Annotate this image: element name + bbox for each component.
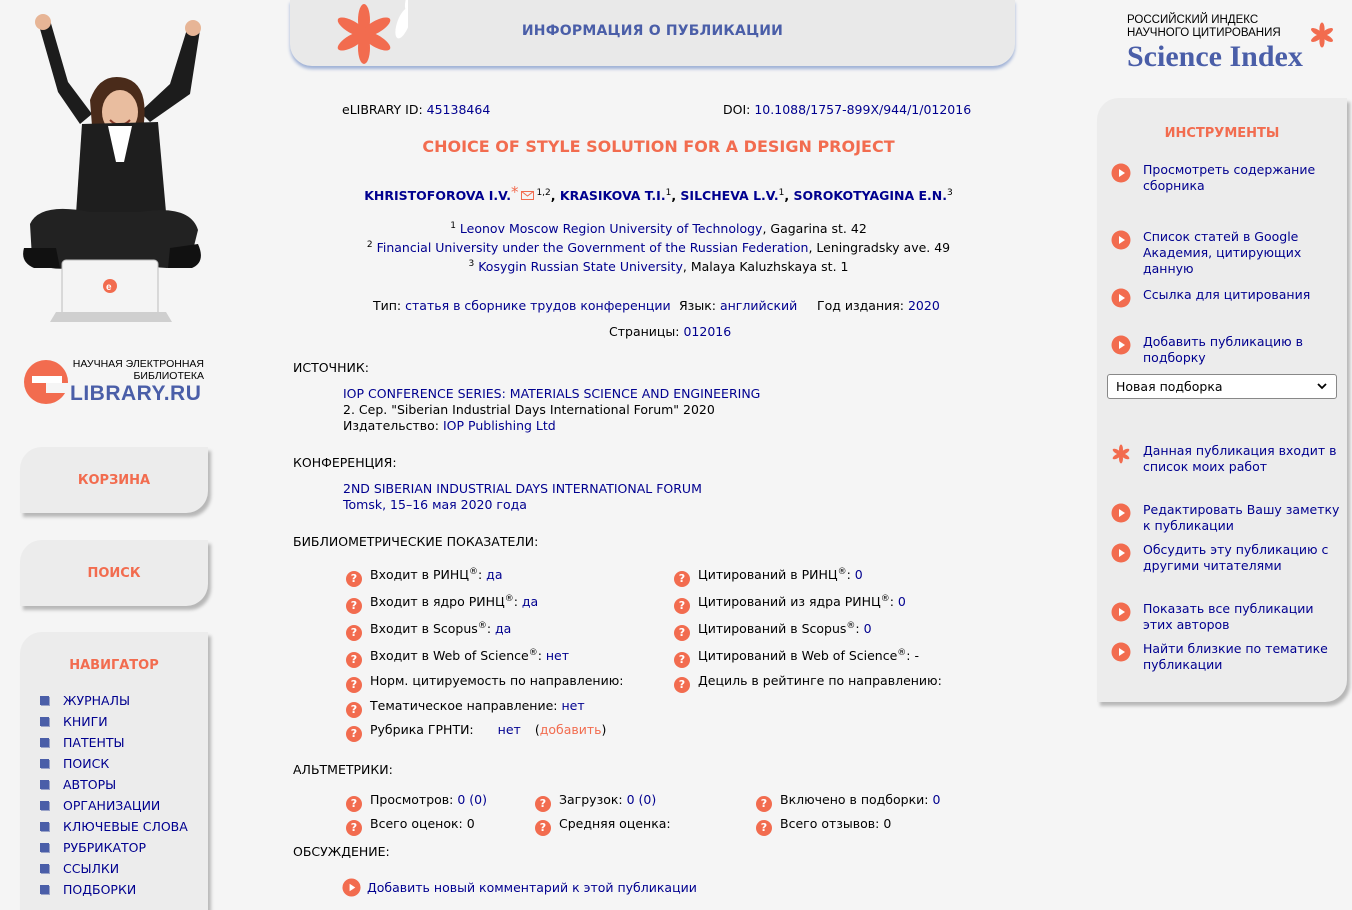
help-icon[interactable]: ? (535, 820, 551, 836)
elibrary-logo[interactable] (22, 352, 212, 412)
tool-label: Показать все публикации этих авторов (1143, 601, 1314, 632)
bullet-icon (40, 822, 49, 831)
metric-label: Входит в ядро РИНЦ (370, 594, 505, 610)
nav-item-rubricator[interactable] (40, 840, 146, 855)
play-icon (1111, 163, 1131, 183)
metric-wos-in: ? Входит в Web of Science®: нет (346, 648, 569, 668)
tool-my-works[interactable] (1111, 443, 1341, 475)
metric-label: Всего отзывов: (780, 816, 880, 831)
registered-mark: ® (528, 648, 538, 658)
alt-downloads (535, 792, 656, 812)
tool-label: Найти близкие по тематике публикации (1143, 641, 1328, 672)
tools-panel (1097, 98, 1347, 702)
play-icon (1111, 503, 1131, 523)
nav-item-books[interactable] (40, 714, 108, 729)
affiliation-address: , Gagarina st. 42 (762, 221, 867, 237)
navigator-panel (20, 632, 208, 910)
nav-item-label: АВТОРЫ (63, 777, 117, 792)
help-icon[interactable]: ? (346, 726, 362, 742)
metric-label: Входит в РИНЦ (370, 567, 469, 583)
affiliation-num: 3 (468, 259, 475, 269)
play-icon (1111, 288, 1131, 308)
author-link[interactable]: SOROKOTYAGINA E.N. (793, 188, 948, 203)
author-affil-sup: 3 (947, 187, 953, 198)
play-icon (1111, 543, 1131, 563)
tool-author-publications[interactable] (1111, 601, 1341, 633)
discussion-heading: ОБСУЖДЕНИЕ: (293, 844, 390, 859)
metric-cit-core: ? Цитирований из ядра РИНЦ®: 0 (674, 594, 906, 614)
metric-value[interactable]: 0 (0) (457, 792, 487, 807)
tool-cite-link[interactable] (1111, 287, 1341, 308)
bibliometrics-heading: БИБЛИОМЕТРИЧЕСКИЕ ПОКАЗАТЕЛИ: (293, 534, 539, 549)
nav-item-label: ЖУРНАЛЫ (63, 693, 130, 708)
nav-item-keywords[interactable] (40, 819, 188, 834)
page-title: ИНФОРМАЦИЯ О ПУБЛИКАЦИИ (521, 23, 784, 39)
help-icon[interactable]: ? (674, 652, 690, 668)
science-index-logo[interactable] (1127, 14, 1337, 79)
metric-cit-scopus: ? Цитирований в Scopus®: 0 (674, 621, 872, 641)
affiliation-address: , Leningradsky ave. 49 (808, 240, 951, 256)
bullet-icon (40, 696, 49, 705)
publication-title: CHOICE OF STYLE SOLUTION FOR A DESIGN PROJECT (422, 137, 895, 156)
metric-label: Рубрика ГРНТИ: (370, 722, 474, 737)
registered-mark: ® (897, 648, 907, 658)
alt-avg (535, 816, 671, 836)
add-comment[interactable] (342, 878, 697, 897)
elibrary-id (342, 102, 490, 117)
cart-button-label: КОРЗИНА (77, 472, 151, 488)
nav-item-patents[interactable] (40, 735, 125, 750)
bullet-icon (40, 717, 49, 726)
doi-link[interactable]: 10.1088/1757-899X/944/1/012016 (754, 102, 972, 117)
metric-label: Цитирований в Web of Science (698, 648, 898, 664)
publication-year (817, 298, 940, 313)
chevron-down-icon (1316, 380, 1328, 392)
tool-label: Ссылка для цитирования (1143, 287, 1311, 302)
affiliation-1 (290, 221, 1027, 236)
play-icon (342, 878, 361, 897)
metric-value[interactable]: нет (497, 722, 521, 737)
nav-item-label: ПОДБОРКИ (63, 882, 137, 897)
elibrary-logo-line1: НАУЧНАЯ ЭЛЕКТРОННАЯ (72, 358, 204, 370)
author-link[interactable]: SILCHEVA L.V. (680, 188, 779, 203)
nav-item-label: РУБРИКАТОР (63, 840, 147, 855)
metric-value[interactable]: 0 (0) (626, 792, 657, 807)
add-grnti-link[interactable]: добавить (539, 722, 602, 737)
metric-value[interactable]: нет (561, 698, 585, 713)
metric-cit-rinc: ? Цитирований в РИНЦ®: 0 (674, 567, 863, 587)
collection-select-value: Новая подборка (1116, 379, 1223, 394)
metric-scopus-in: ? Входит в Scopus®: да (346, 621, 511, 641)
help-icon[interactable]: ? (346, 598, 362, 614)
mail-icon[interactable] (521, 191, 534, 200)
metric-value[interactable]: 0 (932, 792, 941, 807)
science-index-name: Science Index (1127, 40, 1303, 73)
publisher-label: Издательство: (343, 418, 440, 433)
affiliation-3 (290, 259, 1027, 274)
pages-label: Страницы: (609, 324, 680, 339)
asterisk-icon (1307, 20, 1337, 50)
play-icon (1111, 335, 1131, 355)
pages-value: 012016 (683, 324, 732, 339)
cart-button[interactable] (20, 447, 208, 513)
elibrary-id-label: eLIBRARY ID: (342, 102, 423, 117)
tool-label: Обсудить эту публикацию с другими читателями (1143, 542, 1329, 573)
nav-item-label: КНИГИ (63, 714, 108, 729)
elibrary-logo-brand: LIBRARY.RU (70, 382, 202, 405)
asterisk-icon: * (510, 183, 519, 201)
search-button[interactable] (20, 540, 208, 606)
nav-item-label: ОРГАНИЗАЦИИ (63, 798, 161, 813)
author-affil-sup: 1,2 (536, 187, 551, 198)
tool-google-scholar[interactable] (1111, 229, 1341, 277)
publication-type (373, 298, 671, 313)
affiliation-num: 2 (366, 240, 373, 250)
help-icon[interactable]: ? (674, 571, 690, 587)
metric-label: Включено в подборки: (780, 792, 929, 807)
affiliation-org-link[interactable]: Leonov Moscow Region University of Technology (459, 221, 763, 237)
registered-mark: ® (504, 594, 514, 604)
alt-ratings (346, 816, 475, 836)
registered-mark: ® (468, 567, 478, 577)
bullet-icon (40, 864, 49, 873)
tool-label: Список статей в Google Академия, цитирующих данную (1143, 229, 1302, 276)
metric-value: - (914, 648, 919, 664)
metric-value: 0 (466, 816, 475, 831)
source-series (343, 386, 760, 401)
metric-grnti: ? Рубрика ГРНТИ: нет (добавить) (346, 722, 606, 742)
metric-thematic (346, 698, 585, 718)
bullet-icon (40, 843, 49, 852)
tool-label: Редактировать Вашу заметку к публикации (1143, 502, 1340, 533)
nav-item-label: КЛЮЧЕВЫЕ СЛОВА (63, 819, 188, 834)
help-icon[interactable]: ? (346, 625, 362, 641)
nav-item-collections[interactable] (40, 882, 136, 897)
author-link[interactable]: KHRISTOFOROVA I.V. (364, 188, 511, 203)
type-label: Тип: (373, 298, 402, 313)
affiliation-org-link[interactable]: Financial University under the Government of the Russian Federation (376, 240, 809, 256)
registered-mark: ® (837, 567, 847, 577)
help-icon[interactable]: ? (346, 796, 362, 812)
help-icon[interactable]: ? (674, 625, 690, 641)
metric-label: Тематическое направление: (370, 698, 558, 713)
publication-pages (609, 324, 731, 339)
elibrary-id-value[interactable]: 45138464 (426, 102, 491, 117)
publication-language (679, 298, 797, 313)
registered-mark: ® (846, 621, 856, 631)
science-index-line1: РОССИЙСКИЙ ИНДЕКС (1127, 14, 1259, 26)
tool-similar[interactable] (1111, 641, 1341, 673)
nav-item-journals[interactable] (40, 693, 130, 708)
alt-reviews (756, 816, 891, 836)
metric-value[interactable]: да (486, 567, 503, 583)
tool-label: Данная публикация входит в список моих работ (1143, 443, 1337, 474)
bullet-icon (40, 801, 49, 810)
metric-label: Загрузок: (559, 792, 623, 807)
help-icon[interactable]: ? (346, 820, 362, 836)
source-heading: ИСТОЧНИК: (293, 360, 369, 375)
bullet-icon (40, 759, 49, 768)
nav-item-authors[interactable] (40, 777, 116, 792)
alt-collections (756, 792, 940, 812)
doi (723, 102, 971, 117)
conference-name-link[interactable]: 2ND SIBERIAN INDUSTRIAL DAYS INTERNATIONAL FORUM (343, 481, 702, 496)
source-publisher (343, 418, 556, 433)
navigator-title: НАВИГАТОР (69, 658, 159, 673)
bullet-icon (40, 885, 49, 894)
metric-label: Цитирований из ядра РИНЦ (698, 594, 881, 610)
metric-label: Средняя оценка: (559, 816, 671, 831)
registered-mark: ® (477, 621, 487, 631)
metric-label: Норм. цитируемость по направлению: (370, 673, 624, 688)
metric-rinc-in: ? Входит в РИНЦ®: да (346, 567, 502, 587)
metric-value[interactable]: 0 (854, 567, 863, 583)
conference-place[interactable]: Tomsk, 15–16 мая 2020 года (343, 497, 527, 512)
doi-label: DOI: (723, 102, 751, 117)
play-icon (1111, 602, 1131, 622)
help-icon[interactable]: ? (346, 571, 362, 587)
bullet-icon (40, 780, 49, 789)
elibrary-logo-line2: БИБЛИОТЕКА (133, 370, 204, 382)
nav-item-label: ССЫЛКИ (63, 861, 120, 876)
source-issue: 2. Сер. "Siberian Industrial Days International Forum" 2020 (343, 402, 715, 417)
metric-value: 0 (883, 816, 892, 831)
metric-label: Цитирований в РИНЦ (698, 567, 838, 583)
metric-label: Всего оценок: (370, 816, 463, 831)
metric-value[interactable]: нет (545, 648, 570, 664)
metric-core-in: ? Входит в ядро РИНЦ®: да (346, 594, 538, 614)
author-affil-sup: 1 (778, 187, 785, 198)
tool-label: Просмотреть содержание сборника (1143, 162, 1316, 193)
affiliation-num: 1 (450, 221, 456, 231)
page-header (290, 0, 1015, 66)
help-icon[interactable]: ? (674, 677, 690, 693)
metric-norm (346, 673, 623, 693)
collection-select[interactable] (1107, 374, 1337, 399)
tools-title: ИНСТРУМЕНТЫ (1164, 126, 1280, 141)
affiliation-address: , Malaya Kaluzhskaya st. 1 (682, 259, 849, 275)
authors-line: KHRISTOFOROVA I.V.* $^{1,2}$, KRASIKOVA T.I.$^1$, SILCHEVA L.V.$^1$, SOROKOTYAGINA E.N.$^3$ (364, 183, 953, 203)
help-icon[interactable]: ? (756, 796, 772, 812)
metric-label: Дециль в рейтинге по направлению: (698, 673, 942, 688)
play-icon (1111, 642, 1131, 662)
altmetrics-heading: АЛЬТМЕТРИКИ: (293, 762, 393, 777)
svg-text:e: e (106, 282, 112, 293)
year-label: Год издания: (817, 298, 904, 313)
alt-views (346, 792, 487, 812)
nav-item-organizations[interactable] (40, 798, 160, 813)
language-label: Язык: (679, 298, 716, 313)
source-series-link[interactable]: IOP CONFERENCE SERIES: MATERIALS SCIENCE AND ENGINEERING (343, 386, 761, 401)
tool-add-to-collection[interactable] (1111, 334, 1341, 366)
metric-label: Входит в Web of Science (370, 648, 529, 664)
nav-item-label: ПАТЕНТЫ (63, 735, 125, 750)
affiliation-2 (290, 240, 1027, 255)
science-index-line2: НАУЧНОГО ЦИТИРОВАНИЯ (1127, 27, 1281, 39)
help-icon[interactable]: ? (756, 820, 772, 836)
publisher-link[interactable]: IOP Publishing Ltd (443, 418, 556, 433)
conference-heading: КОНФЕРЕНЦИЯ: (293, 455, 397, 470)
help-icon[interactable]: ? (346, 677, 362, 693)
metric-label: Цитирований в Scopus (698, 621, 847, 637)
year-value[interactable]: 2020 (907, 298, 940, 313)
nav-item-links[interactable] (40, 861, 119, 876)
hero-illustration (20, 12, 205, 327)
tool-view-contents[interactable] (1111, 162, 1341, 194)
tool-edit-note[interactable] (1111, 502, 1341, 534)
metric-label: Входит в Scopus (370, 621, 478, 637)
play-icon (1111, 230, 1131, 250)
metric-value[interactable]: да (521, 594, 539, 610)
help-icon[interactable]: ? (674, 598, 690, 614)
language-value[interactable]: английский (719, 298, 798, 313)
metric-decile (674, 673, 942, 693)
search-button-label: ПОИСК (87, 565, 141, 581)
help-icon[interactable]: ? (346, 702, 362, 718)
tool-discuss[interactable] (1111, 542, 1341, 574)
registered-mark: ® (880, 594, 890, 604)
author-affil-sup: 1 (665, 187, 672, 198)
help-icon[interactable]: ? (535, 796, 551, 812)
metric-cit-wos: ? Цитирований в Web of Science®: - (674, 648, 919, 668)
nav-item-label: ПОИСК (63, 756, 110, 771)
add-comment-link[interactable]: Добавить новый комментарий к этой публикации (367, 880, 697, 895)
help-icon[interactable]: ? (346, 652, 362, 668)
affiliation-org-link[interactable]: Kosygin Russian State University (478, 259, 683, 275)
type-value[interactable]: статья в сборнике трудов конференции (405, 298, 671, 313)
metric-label: Просмотров: (370, 792, 454, 807)
metric-value[interactable]: 0 (863, 621, 872, 637)
author-link[interactable]: KRASIKOVA T.I. (559, 188, 666, 203)
tool-label: Добавить публикацию в подборку (1143, 334, 1303, 365)
nav-item-search[interactable] (40, 756, 109, 771)
asterisk-icon (1111, 444, 1131, 464)
metric-value[interactable]: да (495, 621, 512, 637)
bullet-icon (40, 738, 49, 747)
metric-value[interactable]: 0 (897, 594, 906, 610)
